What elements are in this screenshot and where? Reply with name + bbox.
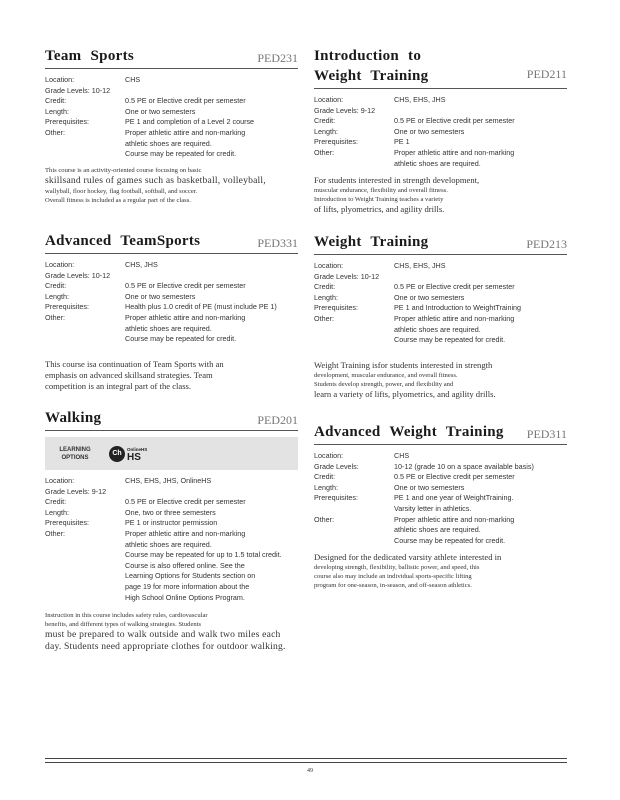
course-weight-training — [314, 232, 567, 422]
other-label: Other: — [45, 528, 65, 538]
course-walking — [45, 408, 298, 653]
course-title — [314, 46, 428, 86]
course-description — [314, 175, 567, 215]
course-description — [45, 611, 298, 653]
other-label: Other: — [314, 313, 334, 323]
course-description — [314, 360, 567, 400]
location-value: CHS — [394, 451, 410, 460]
course-details — [45, 260, 298, 345]
course-details — [314, 261, 567, 346]
prereq-value: PE 1 and completion of a Level 2 course — [125, 117, 255, 127]
course-header — [45, 231, 298, 254]
course-details — [314, 95, 567, 169]
length-label: Length: — [45, 106, 69, 116]
credit-label: Credit: — [45, 281, 67, 291]
credit-label: Credit: — [314, 282, 336, 292]
credit-label: Credit: — [45, 96, 67, 106]
course-header — [314, 232, 567, 255]
description-line: day. Students need appropriate clothes for outdoor walking. — [45, 641, 286, 653]
prereq-value: Health plus 1.0 credit of PE (must include PE 1) — [125, 302, 277, 312]
prereq-label: Prerequisites: — [314, 137, 358, 147]
description-line: Instruction in this course includes safety rules, cardiovascular — [45, 612, 208, 620]
description-line: Students develop strength, power, and flexibility and — [314, 380, 454, 388]
course-title: Team Sports — [45, 48, 135, 64]
course-advanced-team-sports — [45, 231, 298, 408]
location-value: CHS, EHS, JHS — [394, 95, 446, 104]
length-value: One or two semesters — [394, 292, 465, 302]
description-line: This course is an activity-oriented course focusing on basic — [45, 166, 202, 174]
credit-value: 0.5 PE or Elective credit per semester — [125, 497, 246, 507]
course-code: PED201 — [257, 413, 298, 427]
course-title-line: Weight Training — [314, 68, 429, 84]
course-details — [314, 451, 567, 546]
location-label: Location: — [45, 260, 75, 269]
right-column — [314, 46, 567, 590]
course-title: Weight Training — [314, 234, 429, 250]
description-line: For students interested in strength development, — [314, 175, 480, 186]
description-line: benefits, and different types of walking strategies. Students — [45, 621, 202, 629]
left-column — [45, 46, 298, 653]
course-code: PED211 — [526, 67, 567, 81]
course-code: PED231 — [257, 51, 298, 65]
prereq-value: PE 1 or instructor permission — [125, 518, 218, 528]
description-line: must be prepared to walk outside and walk two miles each — [45, 629, 281, 641]
course-details — [45, 75, 298, 160]
prereq-label: Prerequisites: — [45, 518, 89, 528]
length-value: One or two semesters — [125, 291, 196, 301]
prereq-label: Prerequisites: — [314, 303, 358, 313]
other-value: Proper athletic attire and non-marking athletic shoes are required. Course may be repeated for credit. — [125, 127, 246, 159]
description-line: course also may include an individual sports-specific lifting — [314, 573, 472, 581]
credit-value: 0.5 PE or Elective credit per semester — [125, 96, 246, 106]
credit-label: Credit: — [314, 472, 336, 482]
prereq-label: Prerequisites: — [45, 302, 89, 312]
credit-value: 0.5 PE or Elective credit per semester — [394, 472, 515, 482]
course-header — [314, 46, 567, 89]
description-line: learn a variety of lifts, plyometrics, and agility drills. — [314, 388, 496, 399]
location-label: Location: — [314, 95, 344, 104]
length-value: One or two semesters — [125, 106, 196, 116]
length-label: Length: — [314, 292, 338, 302]
prereq-value: PE 1 and one year of WeightTraining. Varsity letter in athletics. — [394, 493, 514, 513]
location-value: CHS — [125, 75, 141, 84]
grade-levels: Grade Levels: 10-12 — [45, 85, 111, 95]
other-value: Proper athletic attire and non-marking athletic shoes are required. — [394, 147, 515, 168]
credit-value: 0.5 PE or Elective credit per semester — [394, 116, 515, 126]
grade-levels: Grade Levels: 10-12 — [45, 270, 111, 280]
description-line: developing strength, flexibility, ballistic power, and speed, this — [314, 564, 480, 572]
course-details — [45, 476, 298, 603]
grade-levels-label: Grade Levels: — [314, 461, 359, 471]
course-title: Advanced TeamSports — [45, 233, 201, 249]
prereq-label: Prerequisites: — [314, 493, 358, 503]
page-number: 49 — [307, 768, 313, 774]
credit-label: Credit: — [314, 116, 336, 126]
course-title: Advanced Weight Training — [314, 424, 504, 440]
online-hs-logo — [109, 446, 147, 462]
course-header — [45, 408, 298, 431]
location-label: Location: — [45, 476, 75, 485]
description-line: Overall fitness is included as a regular part of the class. — [45, 196, 191, 204]
course-code: PED331 — [257, 236, 298, 250]
length-value: One or two semesters — [394, 482, 465, 492]
description-line: Designed for the dedicated varsity athlete interested in — [314, 552, 502, 563]
description-line: of lifts, plyometrics, and agility drills. — [314, 204, 445, 215]
location-label: Location: — [45, 75, 75, 84]
length-value: One or two semesters — [394, 126, 465, 136]
location-value: CHS, EHS, JHS — [394, 261, 446, 270]
other-label: Other: — [314, 514, 334, 524]
learning-options-label: LEARNING OPTIONS — [59, 446, 91, 461]
location-label: Location: — [314, 261, 344, 270]
credit-label: Credit: — [45, 497, 67, 507]
course-intro-weight-training — [314, 46, 567, 232]
description-line: skillsand rules of games such as basketball, volleyball, — [45, 174, 266, 186]
other-value: Proper athletic attire and non-marking athletic shoes are required. Course may be repeated for up to 1.5 total credit. Course is also offered online. See the Learning Options for Students section on page 19 for more information about the High School Online Options Program. — [125, 528, 282, 602]
course-code: PED311 — [526, 427, 567, 441]
course-title: Walking — [45, 410, 102, 426]
course-description — [45, 166, 298, 205]
other-label: Other: — [45, 127, 65, 137]
course-description — [314, 552, 567, 590]
grade-levels: Grade Levels: 9-12 — [45, 486, 107, 496]
length-label: Length: — [314, 482, 338, 492]
logo-circle-icon: Ch — [109, 446, 125, 462]
location-value: CHS, EHS, JHS, OnlineHS — [125, 476, 212, 485]
credit-value: 0.5 PE or Elective credit per semester — [394, 282, 515, 292]
course-code: PED213 — [526, 237, 567, 251]
learning-options-banner — [45, 437, 298, 470]
description-line: muscular endurance, flexibility and overall fitness. — [314, 187, 448, 195]
grade-levels: Grade Levels: 10-12 — [314, 271, 380, 281]
logo-big-text: HS — [127, 451, 141, 463]
description-line: wallyball, floor hockey, flag football, softball, and soccer. — [45, 187, 198, 195]
grade-levels: Grade Levels: 9-12 — [314, 105, 376, 115]
length-label: Length: — [314, 126, 338, 136]
course-advanced-weight-training — [314, 422, 567, 590]
footer-rule — [45, 758, 567, 759]
description-line: Introduction to Weight Training teaches a variety — [314, 196, 444, 204]
other-value: Proper athletic attire and non-marking athletic shoes are required. Course may be repeated for credit. — [125, 312, 246, 344]
description-line: development, muscular endurance, and overall fitness. — [314, 371, 458, 379]
prereq-label: Prerequisites: — [45, 117, 89, 127]
logo-text — [127, 446, 147, 462]
length-label: Length: — [45, 507, 69, 517]
course-header — [314, 422, 567, 445]
other-value: Proper athletic attire and non-marking athletic shoes are required. Course may be repeated for credit. — [394, 313, 515, 345]
length-value: One, two or three semesters — [125, 507, 216, 517]
other-label: Other: — [314, 147, 334, 157]
grade-levels-value: 10-12 (grade 10 on a space available basis) — [394, 461, 534, 471]
course-title-line: Introduction to — [314, 48, 422, 64]
location-label: Location: — [314, 451, 344, 460]
credit-value: 0.5 PE or Elective credit per semester — [125, 281, 246, 291]
course-team-sports — [45, 46, 298, 231]
prereq-value: PE 1 — [394, 137, 410, 147]
course-header — [45, 46, 298, 69]
logo-small-text: OnlineHS — [127, 446, 148, 452]
description-line: Weight Training isfor students interested in strength — [314, 359, 493, 370]
length-label: Length: — [45, 291, 69, 301]
other-label: Other: — [45, 312, 65, 322]
location-value: CHS, JHS — [125, 260, 158, 269]
description-line: program for one-season, in-season, and off-season athletics. — [314, 582, 472, 590]
other-value: Proper athletic attire and non-marking athletic shoes are required. Course may be repeated for credit. — [394, 514, 515, 545]
prereq-value: PE 1 and Introduction to WeightTraining — [394, 303, 522, 313]
footer-rule — [45, 762, 567, 763]
course-description: This course isa continuation of Team Sports with an emphasis on advanced skillsand strategies. Team competition is an integral part of the class. — [45, 358, 224, 391]
